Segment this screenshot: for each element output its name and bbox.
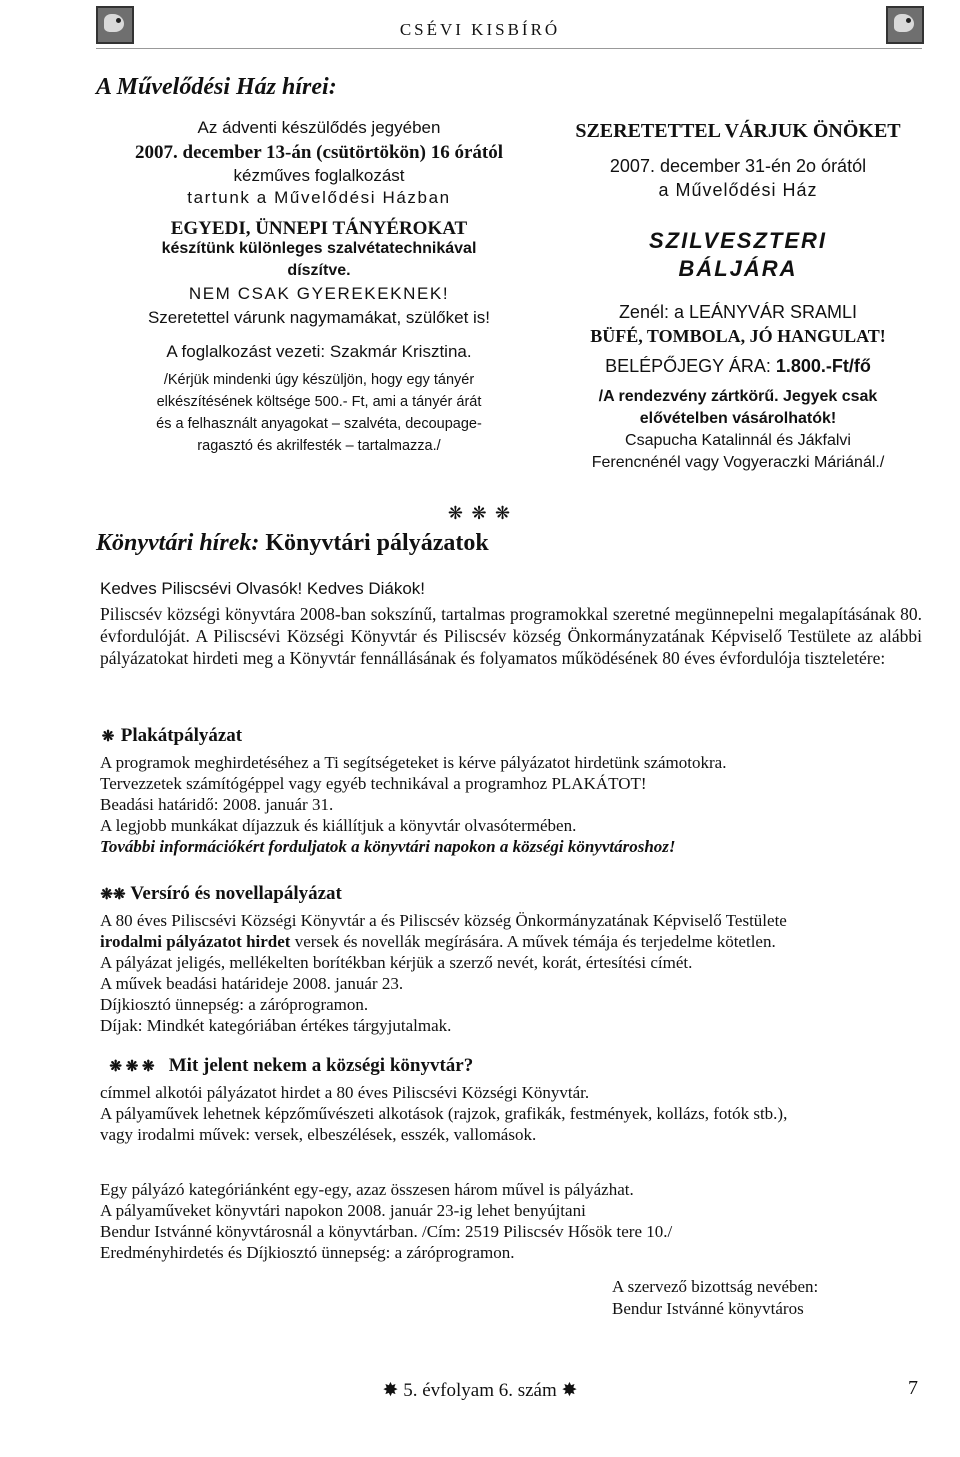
signature-line-2: Bendur Istvánné könyvtáros	[612, 1299, 804, 1318]
poetry-ceremony: Díjkiosztó ünnepség: a záróprogramon.	[100, 995, 369, 1014]
poetry-line-3: A pályázat jeligés, mellékelten borítékban kérjük a szerző nevét, korát, értesítési címét.	[100, 953, 693, 972]
poetry-line-1: A 80 éves Piliscsévi Községi Könyvtár a és Piliscsév község Önkormányzatának Képviselő Testülete	[100, 911, 787, 930]
library-news-title	[96, 530, 489, 557]
ticket-price-value: 1.800.-Ft/fő	[775, 356, 871, 376]
workshop-announcement	[100, 118, 538, 460]
cost-note-1: /Kérjük mindenki úgy készüljön, hogy egy tányér	[163, 372, 475, 388]
section-divider-stars: ❋ ❋ ❋	[447, 503, 513, 523]
music-line: Zenél: a LEÁNYVÁR SRAMLI	[618, 302, 858, 322]
literary-competition-emph: irodalmi pályázatot hirdet	[100, 932, 291, 951]
ticket-sellers-2: Ferencnénél vagy Vogyeraczki Máriánál./	[591, 454, 885, 471]
what-library-line-2: A pályaművek lehetnek képzőművészeti alkotások (rajzok, grafikák, festmények, kollázs, fotók stb.),	[100, 1104, 788, 1123]
header-rule	[96, 48, 922, 49]
cost-note-4: ragasztó és akrilfesték – tartalmazza./	[197, 438, 441, 454]
poetry-line-2-rest: versek és novellák megírására. A művek témája és terjedelme kötetlen.	[290, 932, 776, 951]
closing-line-2: A pályaműveket könyvtári napokon 2008. január 23-ig lehet benyújtani	[100, 1201, 586, 1220]
private-event-note: /A rendezvény zártkörű. Jegyek csak	[598, 388, 878, 405]
not-only-children: NEM CSAK GYEREKEKNEK!	[188, 284, 450, 303]
newspaper-title: CSÉVI KISBÍRÓ	[399, 20, 561, 39]
workshop-date: 2007. december 13-án (csütörtökön) 16 órától	[135, 142, 503, 163]
poster-heading	[100, 725, 922, 748]
issue-footer	[0, 1379, 960, 1402]
workshop-place: tartunk a Művelődési Házban	[187, 188, 451, 207]
snowflake-icon: ❋❋	[100, 887, 126, 903]
library-intro: Piliscsév községi könyvtára 2008-ban sokszínű, tartalmas programokkal szeretné megünnepelni megalapításának 80. évfordulóját. A Piliscsévi Községi Könyvtár és Piliscsév község Önkormányzatának Képviselő Testülete az alábbi pályázatokat hirdeti meg a Könyvtár fennállásának és folyamatos működésének 80 éves évfordulója tiszteletére:	[100, 604, 922, 668]
signature-block	[612, 1276, 818, 1320]
library-competitions-label: Könyvtári pályázatok	[265, 530, 489, 556]
poetry-deadline: A művek beadási határideje 2008. január 23.	[100, 974, 404, 993]
asterisk-icon: ✸	[561, 1380, 578, 1401]
leader-line: A foglalkozást vezeti: Szakmár Krisztina.	[166, 342, 472, 361]
poster-deadline: Beadási határidő: 2008. január 31.	[100, 795, 334, 814]
library-greeting: Kedves Piliscsévi Olvasók! Kedves Diákok!	[100, 579, 426, 598]
muvelodesi-title: A Művelődési Ház hírei:	[96, 74, 337, 100]
poetry-heading-text: Versíró és novellapályázat	[130, 883, 342, 904]
poetry-line-2	[100, 931, 922, 952]
cost-note-2: elkészítésének költsége 500.- Ft, ami a tányér árát	[156, 394, 482, 410]
snowflake-icon: ❋ ❋ ❋	[109, 1059, 155, 1075]
advance-tickets: elővételben vásárolhatók!	[639, 410, 837, 427]
ticket-sellers-1: Csapucha Katalinnál és Jákfalvi	[625, 432, 851, 449]
buffet-line: BÜFÉ, TOMBOLA, JÓ HANGULAT!	[590, 326, 886, 346]
ticket-price	[552, 356, 924, 388]
closing-paragraph	[100, 1179, 922, 1263]
ticket-price-label: BELÉPŐJEGY ÁRA:	[605, 356, 776, 376]
closing-line-1: Egy pályázó kategóriánként egy-egy, azaz összesen három művel is pályázhat.	[100, 1180, 634, 1199]
advent-line: Az ádventi készülődés jegyében	[197, 118, 441, 137]
cost-note-3: és a felhasznált anyagokat – szalvéta, decoupage-	[156, 416, 482, 432]
napkin-technique: készítünk különleges szalvétatechnikával	[161, 240, 477, 257]
ball-title-1: SZILVESZTERI	[648, 228, 828, 253]
new-years-eve-announcement	[552, 120, 924, 476]
poster-heading-text: Plakátpályázat	[120, 725, 243, 746]
ball-title-2: BÁLJÁRA	[678, 256, 798, 281]
poetry-heading	[100, 883, 922, 906]
page-number: 7	[908, 1377, 918, 1399]
what-library-line-3: vagy irodalmi művek: versek, elbeszélések, esszék, vallomások.	[100, 1125, 537, 1144]
invitation-line: Szeretettel várunk nagymamákat, szülőket is!	[147, 308, 491, 327]
what-library-means-competition	[100, 1055, 922, 1145]
decorated: díszítve.	[287, 262, 351, 279]
poster-competition	[100, 725, 922, 857]
poster-line-2: Tervezzetek számítógéppel vagy egyéb technikával a programhoz PLAKÁTOT!	[100, 774, 647, 793]
signature-line-1: A szervező bizottság nevében:	[612, 1277, 819, 1296]
what-library-line-1: címmel alkotói pályázatot hirdet a 80 éves Piliscsévi Községi Könyvtár.	[100, 1083, 590, 1102]
poster-line-1: A programok meghirdetéséhez a Ti segítségeteket is kérve pályázatot hirdetünk számotokra.	[100, 753, 727, 772]
poetry-competition	[100, 883, 922, 1036]
what-library-heading	[100, 1055, 922, 1078]
poster-line-4: A legjobb munkákat díjazzuk és kiállítjuk a könyvtár olvasótermében.	[100, 816, 577, 835]
closing-line-4: Eredményhirdetés és Díjkiosztó ünnepség: a záróprogramon.	[100, 1243, 515, 1262]
issue-number: 5. évfolyam 6. szám	[403, 1380, 557, 1401]
asterisk-icon: ✸	[382, 1380, 399, 1401]
welcome-heading: SZERETETTEL VÁRJUK ÖNÖKET	[575, 120, 901, 142]
ball-date: 2007. december 31-én 2o órától	[609, 156, 867, 176]
poster-more-info: További információkért forduljatok a könyvtári napokon a községi könyvtároshoz!	[100, 837, 676, 856]
workshop-type: kézműves foglalkozást	[233, 166, 405, 185]
closing-line-3: Bendur Istvánné könyvtárosnál a könyvtárban. /Cím: 2519 Piliscsév Hősök tere 10./	[100, 1222, 673, 1241]
snowflake-icon: ❋	[101, 729, 115, 745]
library-news-label: Könyvtári hírek:	[96, 530, 260, 556]
plates-heading: EGYEDI, ÜNNEPI TÁNYÉROKAT	[170, 218, 468, 239]
poetry-prizes: Díjak: Mindkét kategóriában értékes tárgyjutalmak.	[100, 1016, 452, 1035]
what-library-heading-text: Mit jelent nekem a községi könyvtár?	[168, 1055, 474, 1076]
ball-venue: a Művelődési Ház	[658, 180, 818, 200]
